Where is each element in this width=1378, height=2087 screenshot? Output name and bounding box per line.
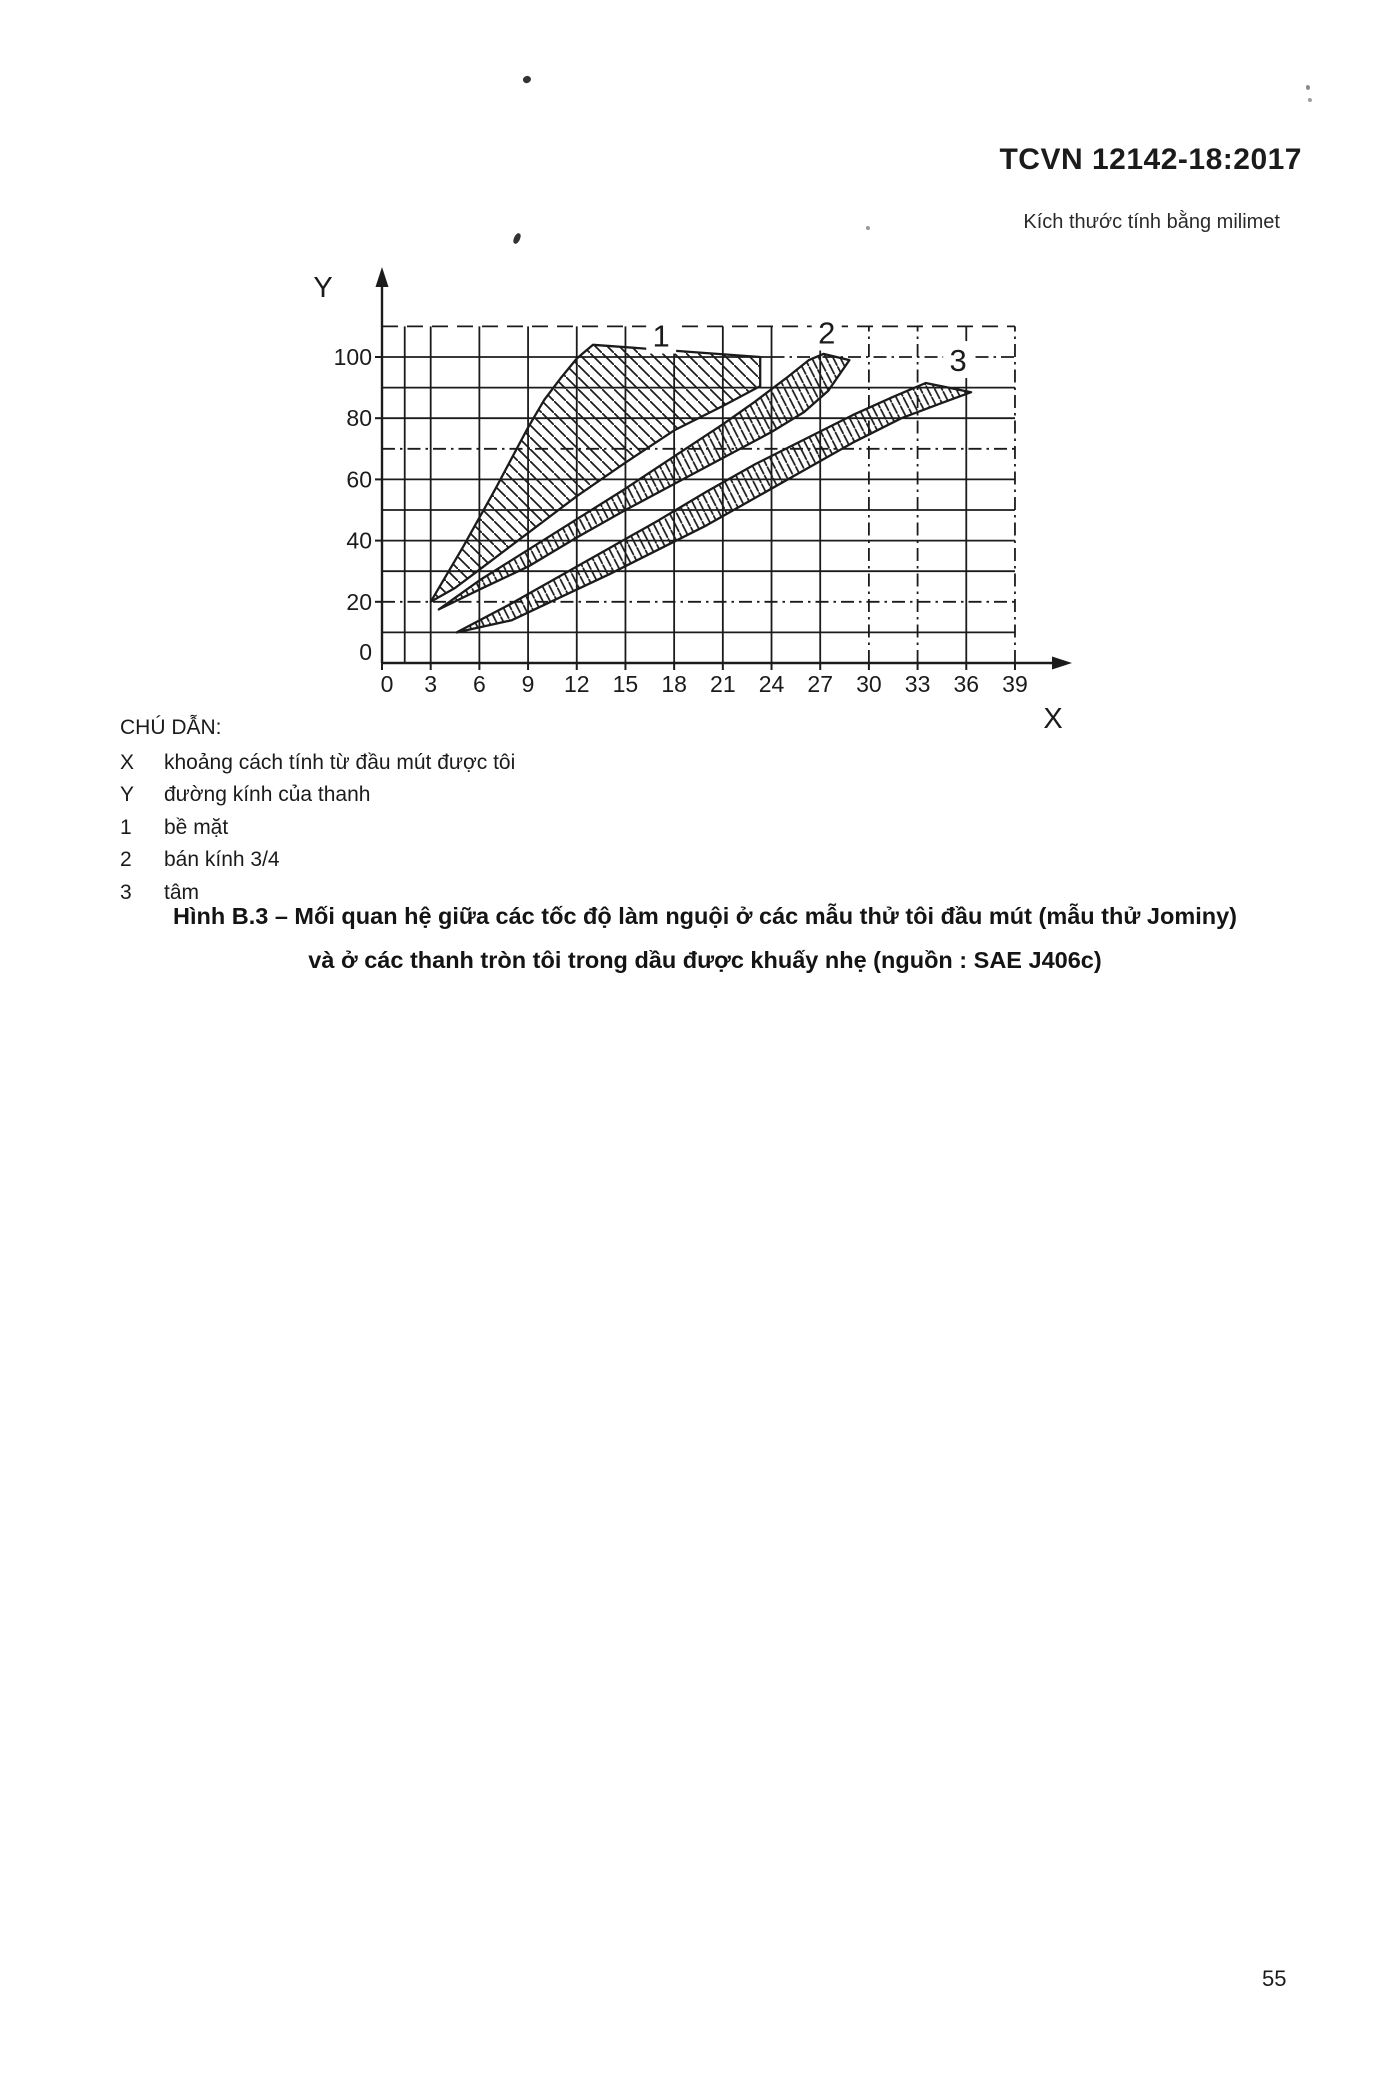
figure-legend — [120, 716, 515, 909]
page-number: 55 — [1262, 1966, 1287, 1991]
figure-caption — [40, 903, 1370, 974]
x-tick-label: 6 — [472, 671, 486, 697]
x-tick-label: 9 — [521, 671, 535, 697]
x-tick-label: 0 — [380, 671, 394, 697]
legend-item — [120, 747, 515, 779]
scan-speck — [1308, 98, 1312, 102]
y-tick-label: 60 — [346, 466, 372, 493]
legend-item-text: bề mặt — [164, 815, 229, 839]
legend-item-key: X — [120, 751, 135, 774]
band-label-3: 3 — [949, 343, 967, 379]
x-tick-label: 21 — [710, 671, 736, 697]
legend-item-text: bán kính 3/4 — [164, 848, 280, 872]
legend-item-key: 3 — [120, 880, 132, 904]
x-tick-label: 27 — [807, 671, 834, 697]
x-tick-label: 18 — [661, 671, 687, 697]
band-label-1: 1 — [652, 318, 670, 354]
scan-speck — [1306, 85, 1310, 90]
y-tick-label: 100 — [333, 344, 372, 370]
x-tick-label: 12 — [563, 671, 590, 697]
legend-item-key: Y — [120, 783, 135, 807]
scan-speck — [522, 74, 532, 84]
x-axis-label: X — [1043, 703, 1063, 735]
legend-item — [120, 812, 515, 844]
y-tick-label: 0 — [359, 639, 372, 665]
y-tick-label: 80 — [346, 405, 372, 432]
x-tick-label: 39 — [1002, 671, 1028, 697]
band-label-2: 2 — [818, 315, 836, 351]
y-axis-arrow — [376, 267, 389, 287]
legend-item-text: tâm — [164, 880, 200, 904]
jominy-equivalence-chart — [290, 245, 1090, 745]
x-tick-label: 24 — [758, 671, 785, 697]
legend-item-key: 2 — [120, 848, 132, 872]
scan-speck — [866, 226, 870, 230]
legend-item — [120, 844, 515, 876]
legend-heading: CHÚ DẪN: — [120, 716, 222, 739]
y-tick-label: 20 — [346, 588, 372, 615]
x-tick-label: 30 — [856, 671, 882, 697]
legend-item — [120, 779, 515, 811]
legend-item-text: đường kính của thanh — [164, 783, 371, 807]
x-tick-label: 15 — [612, 671, 639, 697]
x-tick-label: 33 — [904, 671, 931, 697]
units-note: Kích thước tính bằng milimet — [1023, 211, 1280, 233]
x-tick-label: 36 — [953, 671, 980, 697]
caption-line-2: và ở các thanh tròn tôi trong dầu được khuấy nhẹ (nguồn : SAE J406c) — [308, 947, 1102, 973]
legend-item-text: khoảng cách tính từ đầu mút được tôi — [164, 751, 516, 774]
legend-item-key: 1 — [120, 815, 132, 839]
x-tick-label: 3 — [424, 671, 438, 697]
x-axis-arrow — [1052, 657, 1072, 670]
caption-line-1: Hình B.3 – Mối quan hệ giữa các tốc độ làm nguội ở các mẫu thử tôi đầu mút (mẫu thử Jominy) — [173, 903, 1237, 929]
standard-code: TCVN 12142-18:2017 — [999, 143, 1302, 176]
y-tick-label: 40 — [346, 527, 372, 554]
scan-speck — [512, 232, 522, 245]
y-axis-label: Y — [313, 272, 333, 304]
